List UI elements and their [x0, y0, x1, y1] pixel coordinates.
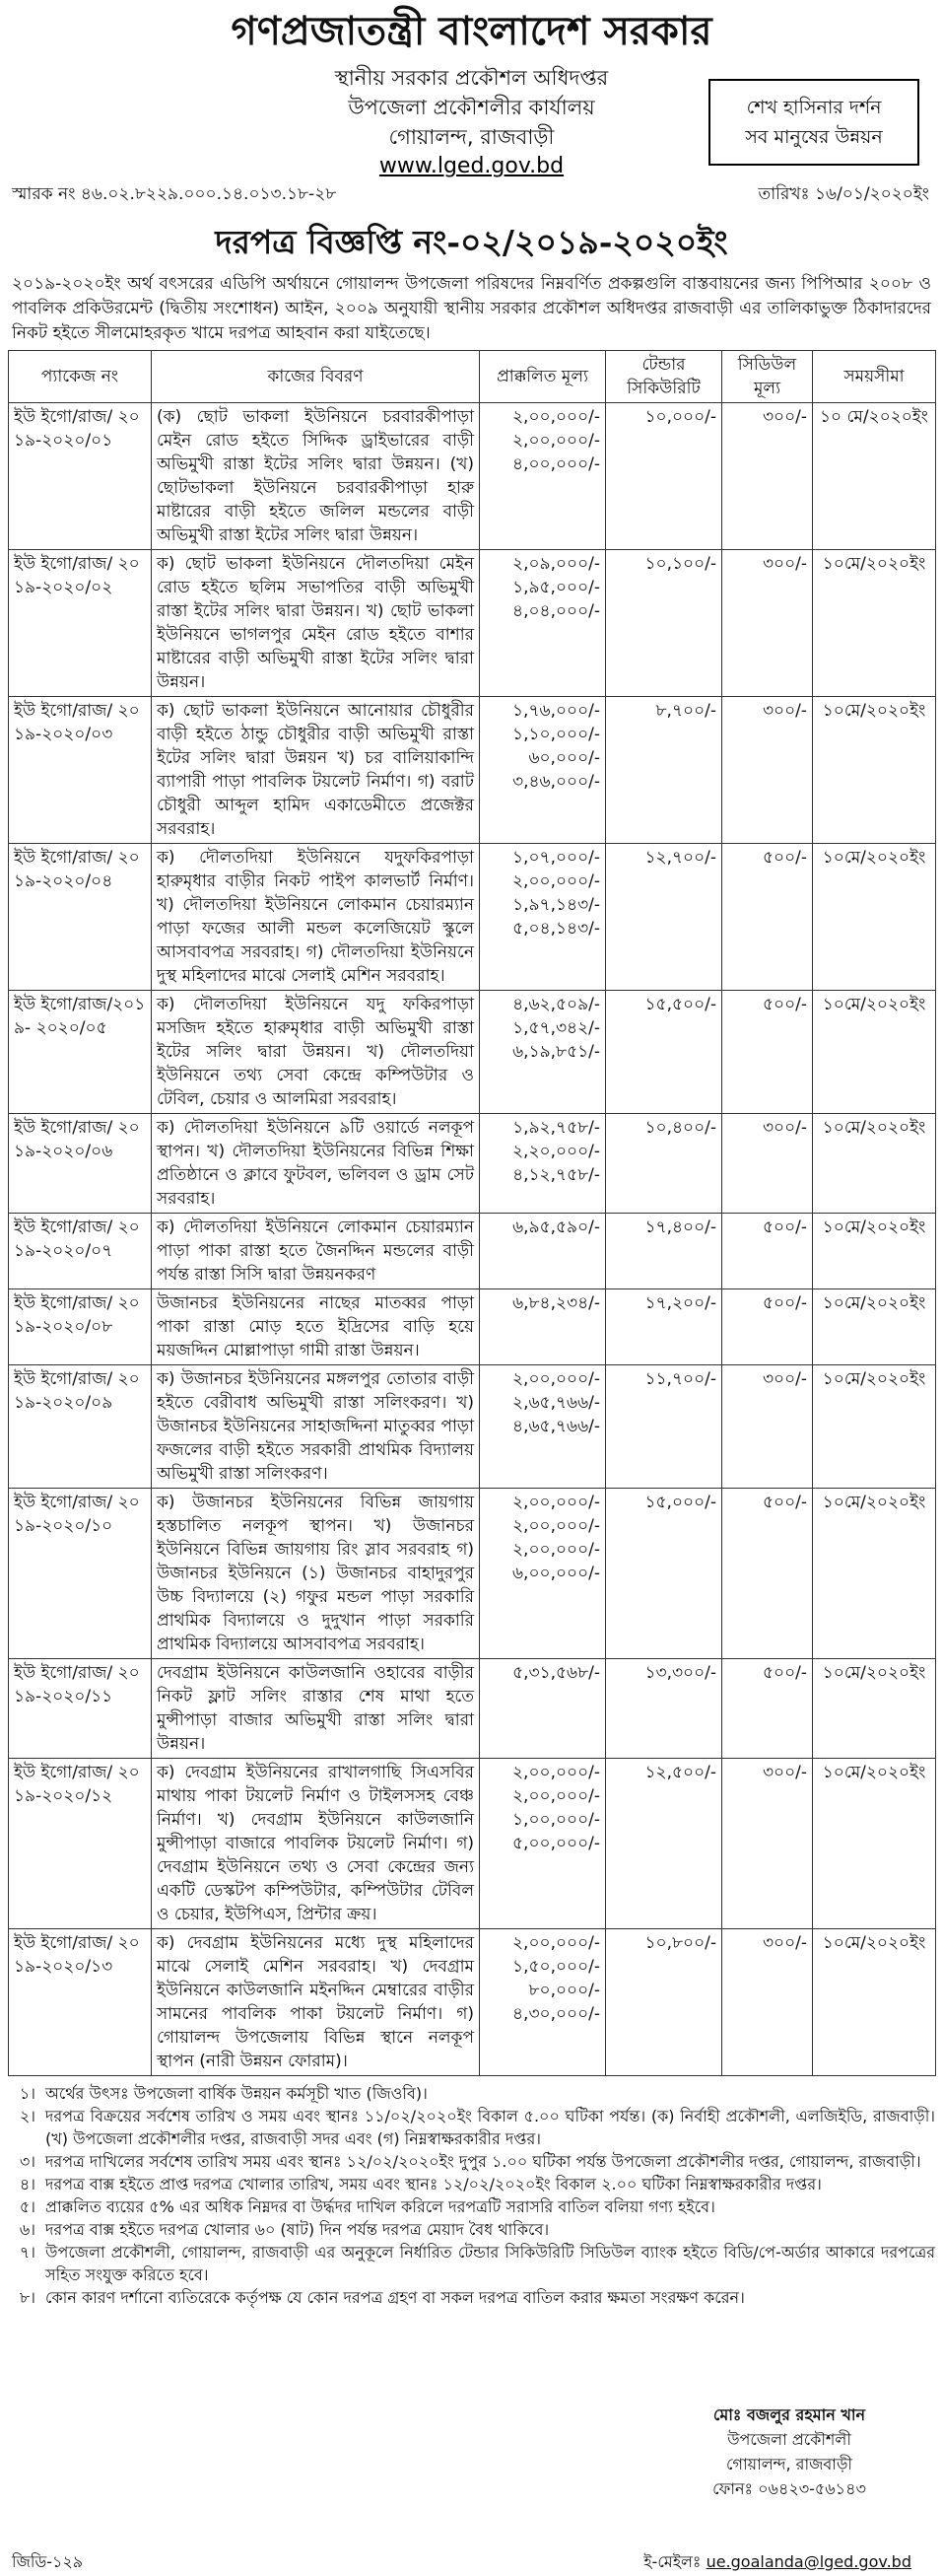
estimated-cost	[480, 1659, 606, 1759]
cost-value: ৪,৬৫,৭৬৬/-	[512, 1417, 600, 1436]
tender-security: ১০,৮০০/-	[606, 1929, 722, 2076]
department-name: স্থানীয় সরকার প্রকৌশল অধিদপ্তর	[334, 66, 609, 90]
table-header-row	[9, 351, 936, 403]
table-row	[9, 1214, 936, 1289]
note-item	[8, 2173, 935, 2195]
signer-location: গোয়ালন্দ, রাজবাড়ী	[726, 2455, 852, 2473]
package-number: ইউ ইগো/রাজ/ ২০১৯-২০২০/১৩	[9, 1929, 152, 2076]
signer-phone: ফোনঃ ০৬৪২৩-৫৬১৪৩	[712, 2479, 866, 2498]
header-description: কাজের বিবরণ	[152, 351, 480, 403]
table-row	[9, 550, 936, 697]
estimated-cost	[480, 1289, 606, 1365]
schedule-price: ৩০০/-	[722, 1114, 813, 1214]
package-number: ইউ ইগো/রাজ/ ২০১৯-২০২০/০৯	[9, 1365, 152, 1489]
cost-value: ৪,৬২,৫০৯/-	[512, 995, 600, 1014]
cost-value: ১,৭৬,০০০/-	[512, 701, 600, 721]
note-number: ৫।	[19, 2197, 35, 2216]
note-text: দরপত্র দাখিলের সর্বশেষ তারিখ সময় এবং স্থানঃ ১২/০২/২০২০ইং দুপুর ১.০০ ঘটিকা পর্যন্ত উপজেলা প্রকৌশলীর দপ্তর, গোয়ালন্দ, রাজবাড়ী।	[45, 2152, 921, 2171]
cost-value: ১,০০,০০০/-	[512, 1810, 600, 1830]
cost-value: ১,৯২,৭৫৮/-	[512, 1118, 600, 1138]
estimated-cost	[480, 1114, 606, 1214]
cost-value: ২,০০,০০০/-	[512, 871, 600, 891]
header-tender-security: টেন্ডার সিকিউরিটি	[606, 351, 722, 403]
cost-value: ৫,০০,০০০/-	[512, 1834, 600, 1853]
tender-security: ১৫,০০০/-	[606, 1489, 722, 1659]
time-limit: ১০মে/২০২০ইং	[813, 1214, 936, 1289]
cost-value: ১,৫০,০০০/-	[512, 1957, 600, 1977]
note-number: ১।	[19, 2084, 35, 2103]
tender-rows	[9, 403, 936, 2076]
note-text: উপজেলা প্রকৌশলী, গোয়ালন্দ, রাজবাড়ী এর অনুকূলে নির্ধারিত টেন্ডার সিকিউরিটি সিডিউল ব্যাংক হইতে বিডি/পে-অর্ডার আকারে দরপত্রের সহিত সংযুক্ত করিতে হবে।	[45, 2243, 935, 2284]
tender-security: ১০,৪০০/-	[606, 1114, 722, 1214]
header-package: প্যাকেজ নং	[9, 351, 152, 403]
table-row	[9, 1114, 936, 1214]
signature-block	[671, 2402, 908, 2501]
cost-value: ২,০০,০০০/-	[512, 431, 600, 451]
cost-value: ৬,৮৪,২৩৪/-	[512, 1293, 600, 1313]
cost-value: ২,০০,০০০/-	[512, 1516, 600, 1536]
time-limit: ১০মে/২০২০ইং	[813, 844, 936, 991]
work-description: ক) দৌলতদিয়া ইউনিয়নে যদুফকিরপাড়া হারুমৃধার বাড়ীর নিকট পাইপ কালভার্ট নির্মাণ। খ) দৌলতদিয়া ইউনিয়নে লোকমান চেয়ারম্যান পাড়া ফজের আলী মন্ডল কলেজিয়েট স্কুলে আসবাবপত্র সরবরাহ। গ) দৌলতদিয়া ইউনিয়নে দুস্থ মহিলাদের মাঝে সেলাই মেশিন সরবরাহ।	[152, 844, 480, 991]
note-item	[8, 2082, 935, 2105]
tender-security: ১০,০০০/-	[606, 403, 722, 550]
cost-value: ৪,০০,০০০/-	[512, 454, 600, 474]
schedule-price: ৫০০/-	[722, 844, 813, 991]
tender-table	[8, 350, 936, 2076]
table-row	[9, 1365, 936, 1489]
table-row	[9, 844, 936, 991]
cost-value: ২,২০,০০০/-	[512, 1142, 600, 1161]
cost-value: ২,০০,০০০/-	[512, 1369, 600, 1389]
cost-value: ১,৯৭,১৪৩/-	[512, 895, 600, 915]
schedule-price: ৩০০/-	[722, 1759, 813, 1929]
estimated-cost	[480, 1489, 606, 1659]
cost-value: ২,০০,০০০/-	[512, 1786, 600, 1806]
table-row	[9, 1489, 936, 1659]
time-limit: ১০মে/২০২০ইং	[813, 1659, 936, 1759]
package-number: ইউ ইগো/রাজ/ ২০১৯-২০২০/০১	[9, 403, 152, 550]
cost-value: ২,০০,০০০/-	[512, 407, 600, 427]
note-number: ৮।	[19, 2288, 35, 2307]
table-row	[9, 991, 936, 1114]
note-item	[8, 2105, 935, 2150]
schedule-price: ৩০০/-	[722, 550, 813, 697]
table-row	[9, 1659, 936, 1759]
note-text: দরপত্র বিক্রয়ের সর্বশেষ তারিখ ও সময় এবং স্থানঃ ১১/০২/২০২০ইং বিকাল ৫.০০ ঘটিকা পর্যন্ত। (ক) নির্বাহী প্রকৌশলী, এলজিইডি, রাজবাড়ী। (খ) উপজেলা প্রকৌশলীর দপ্তর, রাজবাড়ী সদর এবং (গ) নিম্নস্বাক্ষরকারীর দপ্তর।	[45, 2107, 935, 2148]
time-limit: ১০মে/২০২০ইং	[813, 1114, 936, 1214]
website-link[interactable]: www.lged.gov.bd	[378, 154, 565, 178]
email-label: ই-মেইলঃ	[643, 2552, 702, 2571]
cost-value: ২,৬৫,৭৬৬/-	[512, 1393, 600, 1413]
tender-security: ১৭,৪০০/-	[606, 1214, 722, 1289]
notes-list	[8, 2082, 935, 2309]
estimated-cost	[480, 991, 606, 1114]
motto-box	[708, 79, 919, 166]
estimated-cost	[480, 403, 606, 550]
package-number: ইউ ইগো/রাজ/ ২০১৯-২০২০/১১	[9, 1659, 152, 1759]
email-link[interactable]: ue.goalanda@lged.gov.bd	[706, 2552, 911, 2571]
time-limit: ১০মে/২০২০ইং	[813, 550, 936, 697]
work-description: দেবগ্রাম ইউনিয়নে কাউলজানি ওহাবের বাড়ীর নিকট ফ্লাট সলিং রাস্তার শেষ মাথা হতে মুন্সীপাড়া বাজার অভিমুখী রাস্তা সলিং দ্বারা উন্নয়ন।	[152, 1659, 480, 1759]
package-number: ইউ ইগো/রাজ/ ২০১৯-২০২০/০৭	[9, 1214, 152, 1289]
work-description: ক) দেবগ্রাম ইউনিয়নের রাখালগাছি সিএসবির মাথায় পাকা টয়লেট নির্মাণ ও টাইলসসহ বেঞ্চ নির্মাণ। খ) দেবগ্রাম ইউনিয়নে কাউলজানি মুন্সীপাড়া বাজারে পাবলিক টয়লেট নির্মাণ। গ) দেবগ্রাম ইউনিয়নে তথ্য ও সেবা কেন্দ্রের জন্য একটি ডেস্কটপ কম্পিউটার, কম্পিউটার টেবিল ও চেয়ার, ইউপিএস, প্রিন্টার ক্রয়।	[152, 1759, 480, 1929]
cost-value: ৪,০৪,০০০/-	[512, 601, 600, 621]
package-number: ইউ ইগো/রাজ/ ২০১৯-২০২০/০৪	[9, 844, 152, 991]
tender-security: ১৫,৫০০/-	[606, 991, 722, 1114]
tender-security: ১৩,৩০০/-	[606, 1659, 722, 1759]
cost-value: ৬,০০,০০০/-	[512, 1564, 600, 1583]
table-row	[9, 697, 936, 844]
office-location: গোয়ালন্দ, রাজবাড়ী	[388, 125, 555, 149]
schedule-price: ৩০০/-	[722, 1365, 813, 1489]
footer-code: জিডি-১২৯	[12, 2552, 84, 2571]
note-text: দরপত্র বাক্স হইতে দরপত্র খোলার ৬০ (ষাট) দিন পর্যন্ত দরপত্র মেয়াদ বৈধ থাকিবে।	[45, 2220, 550, 2239]
work-description: ক) দৌলতদিয়া ইউনিয়নে ৯টি ওয়ার্ডে নলকূপ স্থাপন। খ) দৌলতদিয়া ইউনিয়নের বিভিন্ন শিক্ষা প্রতিষ্ঠানে ও ক্লাবে ফুটবল, ভলিবল ও ড্রাম সেট সরবরাহ।	[152, 1114, 480, 1214]
header-estimated-cost: প্রাক্কলিত মূল্য	[480, 351, 606, 403]
tender-notice-page	[8, 0, 935, 2571]
cost-value: ১,০৭,০০০/-	[512, 848, 600, 868]
schedule-price: ৩০০/-	[722, 1929, 813, 2076]
estimated-cost	[480, 1365, 606, 1489]
package-number: ইউ ইগো/রাজ/ ২০১৯-২০২০/০২	[9, 550, 152, 697]
notice-intro: ২০১৯-২০২০ইং অর্থ বৎসরের এডিপি অর্থায়নে গোয়ালন্দ উপজেলা পরিষদের নিম্নবর্ণিত প্রকল্পগুলি বাস্তবায়নের জন্য পিপিআর ২০০৮ ও পাবলিক প্রকিউরমেন্ট (দ্বিতীয় সংশোধন) আইন, ২০০৯ অনুযায়ী স্থানীয় সরকার প্রকৌশল অধিদপ্তর রাজবাড়ী এর তালিকাভুক্ত ঠিকাদারদের নিকট হইতে সীলমোহরকৃত খামে দরপত্র আহবান করা যাইতেছে।	[12, 274, 931, 343]
tender-security: ৮,৭০০/-	[606, 697, 722, 844]
work-description: ক) দৌলতদিয়া ইউনিয়নে যদু ফকিরপাড়া মসজিদ হইতে হারুমৃধার বাড়ী অভিমুখী রাস্তা ইটের সলিং দ্বারা উন্নয়ন। খ) দৌলতদিয়া ইউনিয়নে তথ্য সেবা কেন্দ্রে কম্পিউটার ও টেবিল, চেয়ার ও আলমিরা সরবরাহ।	[152, 991, 480, 1114]
estimated-cost	[480, 1214, 606, 1289]
estimated-cost	[480, 1759, 606, 1929]
office-name: উপজেলা প্রকৌশলীর কার্যালয়	[348, 96, 595, 119]
package-number: ইউ ইগো/রাজ/ ২০১৯-২০২০/০৩	[9, 697, 152, 844]
cost-value: ১,৯৫,০০০/-	[512, 578, 600, 597]
note-item	[8, 2286, 935, 2309]
cost-value: ২,০৯,০০০/-	[512, 554, 600, 574]
tender-security: ১০,১০০/-	[606, 550, 722, 697]
estimated-cost	[480, 844, 606, 991]
time-limit: ১০ মে/২০২০ইং	[813, 403, 936, 550]
package-number: ইউ ইগো/রাজ/ ২০১৯-২০২০/১২	[9, 1759, 152, 1929]
time-limit: ১০মে/২০২০ইং	[813, 1489, 936, 1659]
schedule-price: ৫০০/-	[722, 1489, 813, 1659]
cost-value: ৫,০৪,১৪৩/-	[512, 919, 600, 939]
signer-name: মোঃ বজলুর রহমান খান	[712, 2405, 866, 2424]
cost-value: ৫,৩১,৫৬৮/-	[512, 1663, 600, 1683]
estimated-cost	[480, 1929, 606, 2076]
time-limit: ১০মে/২০২০ইং	[813, 991, 936, 1114]
note-number: ২।	[19, 2107, 35, 2125]
cost-value: ২,০০,০০০/-	[512, 1493, 600, 1512]
tender-security: ১১,৭০০/-	[606, 1365, 722, 1489]
note-text: দরপত্র বাক্স হইতে প্রাপ্ত দরপত্র খোলার তারিখ, সময় এবং স্থানঃ ১২/০২/২০২০ইং বিকাল ২.০০ ঘটিকা নিম্নস্বাক্ষরকারীর দপ্তর।	[45, 2175, 822, 2193]
work-description: ক) উজানচর ইউনিয়নের বিভিন্ন জায়গায় হস্তচালিত নলকূপ স্থাপন। খ) উজানচর ইউনিয়নে বিভিন্ন জায়গায় রিং স্লাব সরবরাহ গ) উজানচর ইউনিয়নে (১) উজানচর বাহাদুরপুর উচ্চ বিদ্যালয়ে (২) গফুর মন্ডল পাড়া সরকারি প্রাথমিক বিদ্যালয়ে ও দুদুখান পাড়া সরকারি প্রাথমিক বিদ্যালয়ে আসবাবপত্র সরবরাহ।	[152, 1489, 480, 1659]
note-item	[8, 2218, 935, 2241]
table-row	[9, 403, 936, 550]
cost-value: ২,০০,০০০/-	[512, 1763, 600, 1782]
tender-security: ১২,৭০০/-	[606, 844, 722, 991]
time-limit: ১০মে/২০২০ইং	[813, 1365, 936, 1489]
cost-value: ১,৫৭,৩৪২/-	[512, 1018, 600, 1038]
notice-title: দরপত্র বিজ্ঞপ্তি নং-০২/২০১৯-২০২০ইং	[215, 223, 728, 261]
package-number: ইউ ইগো/রাজ/ ২০১৯-২০২০/০৬	[9, 1114, 152, 1214]
notice-header	[8, 8, 935, 213]
cost-value: ২,০০,০০০/-	[512, 1933, 600, 1953]
note-number: ৬।	[19, 2220, 35, 2239]
work-description: উজানচর ইউনিয়নের নাছের মাতব্বর পাড়া পাকা রাস্তা মোড় হতে ইদ্রিসের বাড়ি হয়ে ময়জদ্দিন মোল্লাপাড়া গামী রাস্তা উন্নয়ন।	[152, 1289, 480, 1365]
time-limit: ১০মে/২০২০ইং	[813, 1759, 936, 1929]
note-item	[8, 2195, 935, 2218]
header-schedule-price: সিডিউল মূল্য	[722, 351, 813, 403]
cost-value: ৪,৩০,০০০/-	[512, 2004, 600, 2024]
time-limit: ১০মে/২০২০ইং	[813, 1289, 936, 1365]
signer-designation: উপজেলা প্রকৌশলী	[727, 2430, 851, 2449]
schedule-price: ৫০০/-	[722, 1289, 813, 1365]
time-limit: ১০মে/২০২০ইং	[813, 1929, 936, 2076]
schedule-price: ৫০০/-	[722, 1659, 813, 1759]
note-item	[8, 2241, 935, 2286]
tender-security: ১৭,২০০/-	[606, 1289, 722, 1365]
schedule-price: ৫০০/-	[722, 1214, 813, 1289]
cost-value: ১,১০,০০০/-	[512, 725, 600, 744]
cost-value: ৩,৪৬,০০০/-	[512, 772, 600, 792]
note-text: অর্থের উৎসঃ উপজেলা বার্ষিক উন্নয়ন কর্মসূচী খাত (জিওবি)।	[45, 2084, 428, 2103]
cost-value: ৬,৯৫,৫৯০/-	[512, 1218, 600, 1237]
estimated-cost	[480, 697, 606, 844]
work-description: (ক) ছোট ভাকলা ইউনিয়নে চরবারকীপাড়া মেইন রোড হইতে সিদ্দিক ড্রাইভারের বাড়ী অভিমুখী রাস্তা ইটের সলিং দ্বারা উন্নয়ন। (খ) ছোটভাকলা ইউনিয়নে চরবারকীপাড়া হারু মাষ্টারের বাড়ী হইতে জলিল মন্ডলের বাড়ী অভিমুখী রাস্তা ইটের সলিং দ্বারা উন্নয়ন।	[152, 403, 480, 550]
motto-line-2: সব মানুষের উন্নয়ন	[745, 126, 883, 148]
table-row	[9, 1289, 936, 1365]
note-text: প্রাক্কলিত ব্যয়ের ৫% এর অধিক নিম্নদর বা উর্দ্ধদর দাখিল করিলে দরপত্রটি সরাসরি বাতিল বলিয়া গণ্য হইবে।	[45, 2197, 715, 2216]
estimated-cost	[480, 550, 606, 697]
tender-security: ১২,৫০০/-	[606, 1759, 722, 1929]
cost-value: ৪,১২,৭৫৮/-	[512, 1165, 600, 1185]
note-number: ৩।	[19, 2152, 35, 2171]
memo-row	[12, 181, 929, 209]
note-number: ৭।	[19, 2243, 35, 2262]
package-number: ইউ ইগো/রাজ/২০১৯- ২০২০/০৫	[9, 991, 152, 1114]
package-number: ইউ ইগো/রাজ/ ২০১৯-২০২০/১০	[9, 1489, 152, 1659]
memo-number: স্মারক নং ৪৬.০২.৮২২৯.০০০.১৪.০১৩.১৮-২৮	[12, 184, 337, 204]
schedule-price: ৫০০/-	[722, 991, 813, 1114]
note-text: কোন কারণ দর্শানো ব্যতিরেকে কর্তৃপক্ষ যে কোন দরপত্র গ্রহণ বা সকল দরপত্র বাতিল করার ক্ষমতা সংরক্ষণ করেন।	[45, 2288, 745, 2307]
cost-value: ৮০,০০০/-	[528, 1981, 600, 2000]
schedule-price: ৩০০/-	[722, 697, 813, 844]
schedule-price: ৩০০/-	[722, 403, 813, 550]
table-row	[9, 1759, 936, 1929]
work-description: ক) দৌলতদিয়া ইউনিয়নে লোকমান চেয়ারম্যান পাড়া পাকা রাস্তা হতে জৈনদ্দিন মন্ডলের বাড়ী পর্যন্ত রাস্তা সিসি দ্বারা উন্নয়নকরণ	[152, 1214, 480, 1289]
note-item	[8, 2150, 935, 2173]
work-description: ক) ছোট ভাকলা ইউনিয়নে দৌলতদিয়া মেইন রোড হইতে ছলিম সভাপতির বাড়ী অভিমুখী রাস্তা ইটের সলিং দ্বারা উন্নয়ন। খ) ছোট ভাকলা ইউনিয়নে ভাগলপুর মেইন রোড হইতে বাশার মাষ্টারের বাড়ী অভিমুখী রাস্তা ইটের সলিং দ্বারা উন্নয়ন।	[152, 550, 480, 697]
header-time-limit: সময়সীমা	[813, 351, 936, 403]
work-description: ক) ছোট ভাকলা ইউনিয়নে আনোয়ার চৌধুরীর বাড়ী হইতে ঠান্ডু চৌধুরীর বাড়ী অভিমুখী রাস্তা ইটের সলিং দ্বারা উন্নয়ন খ) চর বালিয়াকান্দি ব্যাপারী পাড়া পাবলিক টয়লেট নির্মাণ। গ) বরাট চৌধুরী আব্দুল হামিদ একাডেমীতে প্রজেক্টর সরবরাহ।	[152, 697, 480, 844]
motto-line-1: শেখ হাসিনার দর্শন	[746, 97, 882, 118]
time-limit: ১০মে/২০২০ইং	[813, 697, 936, 844]
cost-value: ৬,১৯,৮৫১/-	[512, 1042, 600, 1062]
notice-date: তারিখঃ ১৬/০১/২০২০ইং	[758, 184, 929, 204]
note-number: ৪।	[19, 2175, 35, 2193]
cost-value: ২,০০,০০০/-	[512, 1540, 600, 1560]
table-row	[9, 1929, 936, 2076]
cost-value: ৬০,০০০/-	[528, 748, 600, 768]
package-number: ইউ ইগো/রাজ/ ২০১৯-২০২০/০৮	[9, 1289, 152, 1365]
work-description: ক) উজানচর ইউনিয়নের মঙ্গলপুর তোতার বাড়ী হইতে বেরীবাধ অভিমুখী রাস্তা সলিংকরণ। খ) উজানচর ইউনিয়নের সাহাজদ্দিনা মাতুব্বর পাড়া ফজলের বাড়ী হইতে সরকারী প্রাথমিক বিদ্যালয় অভিমুখী রাস্তা সলিংকরণ।	[152, 1365, 480, 1489]
work-description: ক) দেবগ্রাম ইউনিয়নের মধ্যে দুস্থ মহিলাদের মাঝে সেলাই মেশিন সরবরাহ। খ) দেবগ্রাম ইউনিয়নে কাউলজানি মইনদ্দিন মেম্বারের বাড়ীর সামনের পাবলিক পাকা টয়লেট নির্মাণ। গ) গোয়ালন্দ উপজেলায় বিভিন্ন স্থানে নলকূপ স্থাপন (নারী উন্নয়ন ফোরাম)।	[152, 1929, 480, 2076]
government-title: গণপ্রজাতন্ত্রী বাংলাদেশ সরকার	[231, 8, 712, 54]
